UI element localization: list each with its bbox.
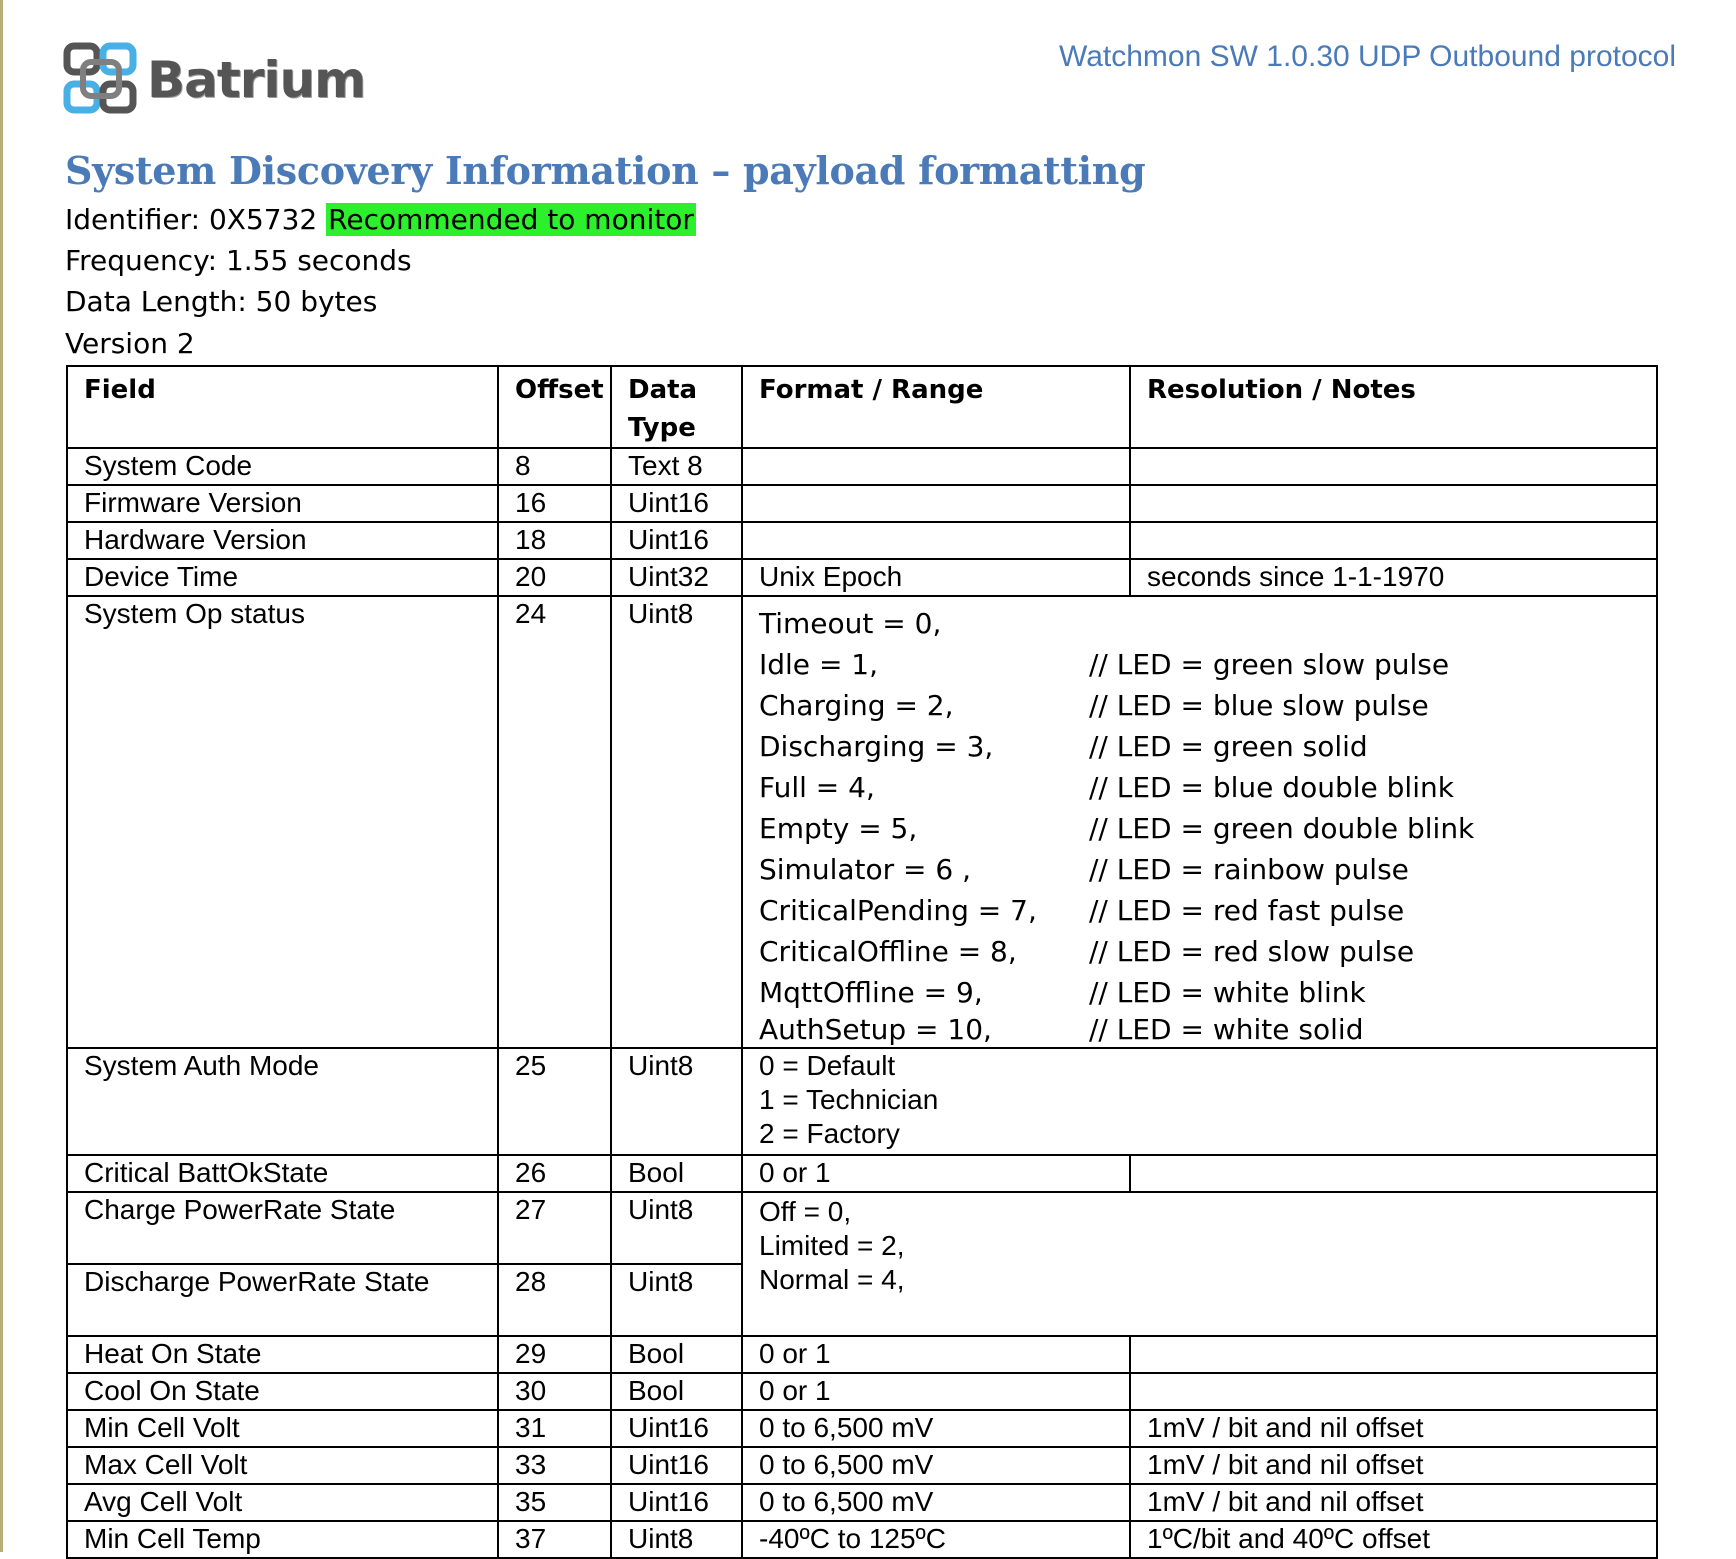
type-cell: Uint16 xyxy=(611,1410,742,1447)
offset-cell: 37 xyxy=(498,1521,611,1558)
type-cell: Bool xyxy=(611,1155,742,1192)
list-item: 2 = Factory xyxy=(759,1118,900,1149)
format-cell: 0 to 6,500 mV xyxy=(742,1410,1130,1447)
offset-cell: 8 xyxy=(498,448,611,485)
list-item: CriticalOffline = 8, // LED = red slow pulse xyxy=(759,935,1415,968)
list-item: 0 = Default xyxy=(759,1050,896,1081)
auth-mode-values xyxy=(742,1048,1657,1155)
table-row xyxy=(67,522,1657,559)
list-item: Limited = 2, xyxy=(759,1230,905,1261)
list-item: Idle = 1, // LED = green slow pulse xyxy=(759,648,1450,681)
offset-cell: 30 xyxy=(498,1373,611,1410)
offset-cell: 35 xyxy=(498,1484,611,1521)
list-item: Full = 4, // LED = blue double blink xyxy=(759,771,1454,804)
format-cell: 0 or 1 xyxy=(742,1336,1130,1373)
offset-cell: 18 xyxy=(498,522,611,559)
type-cell: Uint16 xyxy=(611,1484,742,1521)
table-row-op-status xyxy=(67,596,1657,1048)
column-header-data-type: Data Type xyxy=(611,366,742,448)
type-cell: Uint16 xyxy=(611,485,742,522)
format-cell: 0 to 6,500 mV xyxy=(742,1484,1130,1521)
offset-cell: 29 xyxy=(498,1336,611,1373)
list-item: MqttOffline = 9, // LED = white blink xyxy=(759,976,1366,1009)
list-item: Discharging = 3, // LED = green solid xyxy=(759,730,1368,763)
table-header-row xyxy=(67,366,1657,448)
field-cell: Device Time xyxy=(67,559,498,596)
field-cell: Critical BattOkState xyxy=(67,1155,498,1192)
payload-format-table xyxy=(66,365,1658,1559)
type-cell: Uint8 xyxy=(611,1521,742,1558)
notes-cell xyxy=(1130,1155,1657,1192)
format-cell: 0 or 1 xyxy=(742,1155,1130,1192)
page-title: System Discovery Information – payload formatting xyxy=(65,148,1146,193)
offset-cell: 31 xyxy=(498,1410,611,1447)
document-header-title: Watchmon SW 1.0.30 UDP Outbound protocol xyxy=(1059,40,1676,73)
table-row xyxy=(67,559,1657,596)
page-margin-rule xyxy=(0,0,3,1552)
notes-cell xyxy=(1130,522,1657,559)
type-cell: Bool xyxy=(611,1373,742,1410)
list-item: Timeout = 0, xyxy=(759,607,942,640)
table-row-charge-power-rate xyxy=(67,1192,1657,1264)
format-cell xyxy=(742,485,1130,522)
format-cell xyxy=(742,448,1130,485)
brand-name: Batrium xyxy=(147,51,366,109)
field-cell: Heat On State xyxy=(67,1336,498,1373)
table-row-auth-mode xyxy=(67,1048,1657,1155)
table-row xyxy=(67,448,1657,485)
notes-cell: 1mV / bit and nil offset xyxy=(1130,1447,1657,1484)
table-row xyxy=(67,1484,1657,1521)
table-row xyxy=(67,1521,1657,1558)
notes-cell xyxy=(1130,1373,1657,1410)
field-cell: Discharge PowerRate State xyxy=(67,1264,498,1336)
table-row xyxy=(67,485,1657,522)
notes-cell: 1mV / bit and nil offset xyxy=(1130,1484,1657,1521)
type-cell: Uint8 xyxy=(611,1192,742,1264)
field-cell: Hardware Version xyxy=(67,522,498,559)
field-cell: System Op status xyxy=(67,596,498,1048)
column-header-notes: Resolution / Notes xyxy=(1130,366,1657,448)
data-length-line: Data Length: 50 bytes xyxy=(65,285,378,318)
notes-cell xyxy=(1130,448,1657,485)
offset-cell: 25 xyxy=(498,1048,611,1155)
notes-cell: 1ºC/bit and 40ºC offset xyxy=(1130,1521,1657,1558)
list-item: CriticalPending = 7, // LED = red fast pulse xyxy=(759,894,1405,927)
format-cell xyxy=(742,522,1130,559)
table-row xyxy=(67,1373,1657,1410)
type-cell: Uint8 xyxy=(611,1048,742,1155)
notes-cell xyxy=(1130,1336,1657,1373)
field-cell: Firmware Version xyxy=(67,485,498,522)
format-cell: 0 or 1 xyxy=(742,1373,1130,1410)
notes-cell xyxy=(1130,485,1657,522)
list-item: Empty = 5, // LED = green double blink xyxy=(759,812,1475,845)
column-header-format: Format / Range xyxy=(742,366,1130,448)
field-cell: Cool On State xyxy=(67,1373,498,1410)
list-item: Normal = 4, xyxy=(759,1264,905,1295)
identifier-line xyxy=(65,202,696,238)
notes-cell: seconds since 1-1-1970 xyxy=(1130,559,1657,596)
type-cell: Uint16 xyxy=(611,522,742,559)
format-cell: 0 to 6,500 mV xyxy=(742,1447,1130,1484)
monitor-recommendation-highlight: Recommended to monitor xyxy=(328,203,694,236)
offset-cell: 24 xyxy=(498,596,611,1048)
batrium-logo xyxy=(63,40,365,120)
field-cell: Charge PowerRate State xyxy=(67,1192,498,1264)
column-header-field: Field xyxy=(67,366,498,448)
type-cell: Uint8 xyxy=(611,596,742,1048)
list-item: 1 = Technician xyxy=(759,1084,939,1115)
list-item: AuthSetup = 10, // LED = white solid xyxy=(759,1013,1364,1046)
format-cell: Unix Epoch xyxy=(742,559,1130,596)
field-cell: Min Cell Temp xyxy=(67,1521,498,1558)
field-cell: Min Cell Volt xyxy=(67,1410,498,1447)
version-line: Version 2 xyxy=(65,327,195,360)
power-rate-values xyxy=(742,1192,1657,1336)
chain-links-logo-icon xyxy=(63,40,141,120)
format-cell: -40ºC to 125ºC xyxy=(742,1521,1130,1558)
type-cell: Uint8 xyxy=(611,1264,742,1336)
field-cell: Max Cell Volt xyxy=(67,1447,498,1484)
table-row xyxy=(67,1155,1657,1192)
list-item: Off = 0, xyxy=(759,1196,852,1227)
list-item: Charging = 2, // LED = blue slow pulse xyxy=(759,689,1429,722)
type-cell: Uint32 xyxy=(611,559,742,596)
offset-cell: 16 xyxy=(498,485,611,522)
field-cell: System Auth Mode xyxy=(67,1048,498,1155)
frequency-line: Frequency: 1.55 seconds xyxy=(65,244,412,277)
offset-cell: 26 xyxy=(498,1155,611,1192)
op-status-values xyxy=(742,596,1657,1048)
offset-cell: 28 xyxy=(498,1264,611,1336)
field-cell: System Code xyxy=(67,448,498,485)
table-row xyxy=(67,1336,1657,1373)
type-cell: Bool xyxy=(611,1336,742,1373)
offset-cell: 20 xyxy=(498,559,611,596)
type-cell: Text 8 xyxy=(611,448,742,485)
offset-cell: 33 xyxy=(498,1447,611,1484)
table-row xyxy=(67,1410,1657,1447)
notes-cell: 1mV / bit and nil offset xyxy=(1130,1410,1657,1447)
table-row xyxy=(67,1447,1657,1484)
type-cell: Uint16 xyxy=(611,1447,742,1484)
list-item: Simulator = 6 , // LED = rainbow pulse xyxy=(759,853,1409,886)
column-header-offset: Offset xyxy=(498,366,611,448)
offset-cell: 27 xyxy=(498,1192,611,1264)
identifier-label: Identifier: 0X5732 xyxy=(65,203,318,236)
field-cell: Avg Cell Volt xyxy=(67,1484,498,1521)
